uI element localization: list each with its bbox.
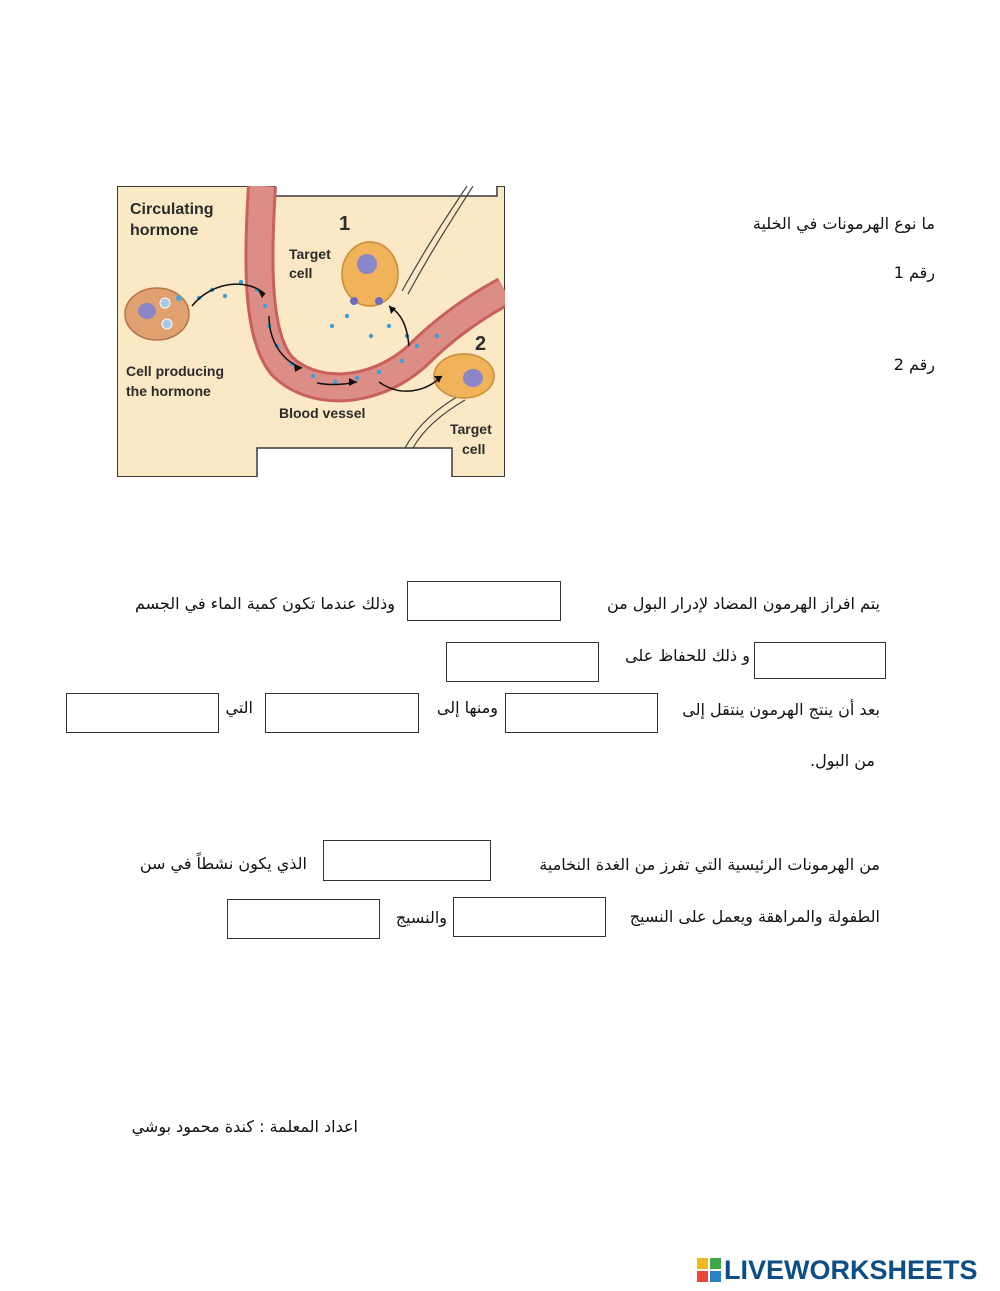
p1-line2-text-a: و ذلك للحفاظ على (625, 646, 750, 665)
question1-item1: رقم 1 (893, 263, 935, 282)
answer-box-8[interactable] (453, 897, 606, 937)
p1-line3-text-c: التي (225, 698, 253, 717)
answer-box-6[interactable] (66, 693, 219, 733)
producer-label-line2: the hormone (126, 383, 211, 399)
target2-number: 2 (475, 333, 487, 355)
target2-label-line1: Target (450, 421, 492, 437)
p1-line4-text: من البول. (810, 751, 875, 770)
question1-item2: رقم 2 (893, 355, 935, 374)
answer-box-9[interactable] (227, 899, 380, 939)
target2-label-line2: cell (462, 441, 486, 457)
liveworksheets-logo (697, 1255, 978, 1285)
p2-line2-text-a: الطفولة والمراهقة ويعمل على النسيج (629, 907, 880, 926)
hormone-circulation-diagram (117, 186, 505, 477)
answer-box-3[interactable] (446, 642, 599, 682)
target1-label-line1: Target (289, 246, 331, 262)
target1-label-line2: cell (289, 265, 313, 281)
diagram-title-line1: Circulating (130, 201, 214, 218)
diagram-title-line2: hormone (130, 222, 199, 239)
p2-line1-text-b: الذي يكون نشطاً في سن (139, 854, 307, 873)
liveworksheets-icon (697, 1258, 721, 1282)
producer-label-line1: Cell producing (126, 363, 224, 379)
liveworksheets-wordmark: LIVEWORKSHEETS (724, 1254, 978, 1285)
answer-box-4[interactable] (505, 693, 658, 733)
answer-box-7[interactable] (323, 840, 491, 881)
target1-number: 1 (339, 213, 351, 235)
p2-line1-text-a: من الهرمونات الرئيسية التي تفرز من الغدة النخامية (539, 855, 880, 874)
p1-line3-text-b: ومنها إلى (436, 698, 498, 717)
vessel-label: Blood vessel (279, 405, 366, 421)
p1-line1-text-a: يتم افراز الهرمون المضاد لإدرار البول من (606, 594, 880, 613)
answer-box-5[interactable] (265, 693, 419, 733)
question1-title: ما نوع الهرمونات في الخلية (752, 214, 935, 233)
answer-box-1[interactable] (407, 581, 561, 621)
author-credit: اعداد المعلمة : كندة محمود بوشي (131, 1117, 358, 1136)
p1-line3-text-a: بعد أن ينتج الهرمون ينتقل إلى (682, 700, 880, 719)
answer-box-2[interactable] (754, 642, 886, 679)
p1-line1-text-b: وذلك عندما تكون كمية الماء في الجسم (134, 594, 395, 613)
p2-line2-text-b: والنسيج (395, 908, 447, 927)
